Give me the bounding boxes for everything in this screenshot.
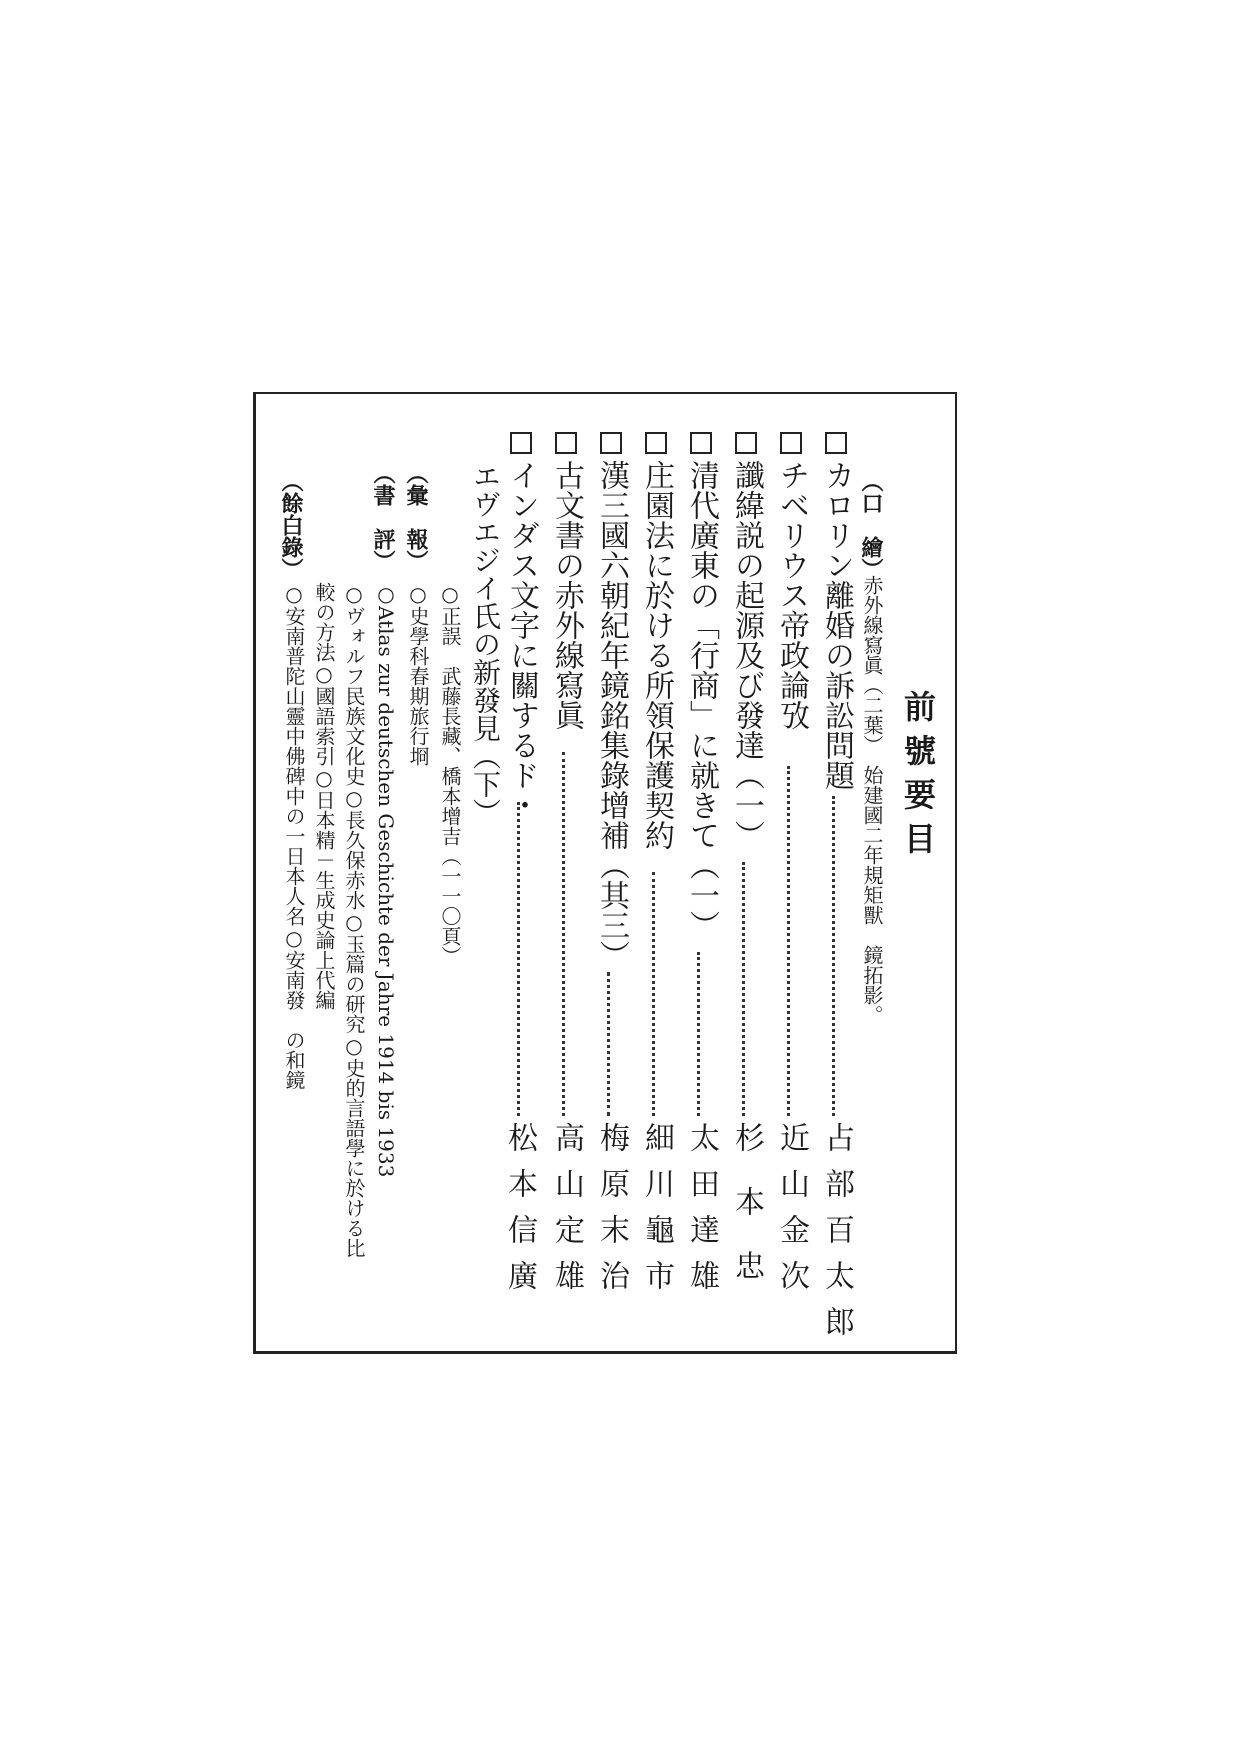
article-entry (683, 432, 719, 1332)
frontispiece-label: （口 繪） (858, 470, 884, 580)
article-author: 松本信廣 (502, 1122, 537, 1306)
article-title-text: インダス文字に關するド・ (504, 460, 539, 820)
article-title (503, 432, 539, 820)
reviews-line-2: ○ヴォルフ民族文化史○長久保赤水○玉篇の研究○史的言語學に於ける比 (342, 582, 366, 1258)
checkbox-icon (690, 432, 712, 454)
checkbox-icon (825, 432, 847, 454)
news-text: ○史學科春期旅行埛 (406, 582, 430, 766)
article-title-text: 庄園法に於ける所領保護契約 (639, 460, 674, 850)
margins-text: ○安南普陀山靈中佛碑中の一日本人名○安南發 の和鏡 (282, 582, 306, 1090)
article-title-text: 古文書の赤外線寫眞 (549, 460, 584, 730)
leader-dots (517, 802, 520, 1116)
checkbox-icon (780, 432, 802, 454)
article-title (773, 432, 809, 730)
frontispiece-text: 赤外線寫眞（二葉） 始建國二年規矩獸 鏡拓影。 (860, 575, 884, 1025)
article-author: 占部百太郎 (819, 1122, 854, 1352)
article-title-text: 漢三國六朝紀年鏡銘集錄增補（其三） (594, 460, 629, 970)
article-title-text: チベリウス帝政論攷 (774, 460, 809, 730)
article-entry (593, 432, 629, 1332)
article-title (548, 432, 584, 730)
article-title-text: 清代廣東の「行商」に就きて（一） (684, 460, 719, 940)
checkbox-icon (600, 432, 622, 454)
reviews-line-3: 較の方法○國語索引○日本精－生成史論上代編 (312, 582, 336, 1010)
article-author: 近山金次 (774, 1122, 809, 1306)
article-title (638, 432, 674, 850)
article-entry (773, 432, 809, 1332)
leader-dots (832, 796, 835, 1116)
leader-dots (742, 862, 745, 1116)
article-title (728, 432, 764, 850)
article-entry (503, 432, 539, 1332)
checkbox-icon (555, 432, 577, 454)
article-entry (638, 432, 674, 1332)
checkbox-icon (645, 432, 667, 454)
leader-dots (787, 766, 790, 1116)
leader-dots (607, 972, 610, 1116)
article-author: 杉本忠 (729, 1122, 764, 1314)
leader-dots (562, 752, 565, 1116)
article-title (683, 432, 719, 940)
article-entry (818, 432, 854, 1352)
errata-text: ○正誤 武藤長藏、橋本增吉（一一〇頁） (438, 582, 462, 966)
article-title (818, 432, 854, 790)
article-title (593, 432, 629, 970)
leader-dots (697, 952, 700, 1116)
reviews-label: （書 評） (370, 462, 396, 572)
article-author: 高山定雄 (549, 1122, 584, 1306)
news-label: （彙 報） (403, 462, 429, 572)
article-entry (728, 432, 764, 1332)
article-title-continued: エヴエジイ氏の新發見（下） (469, 462, 502, 826)
article-title-text: カロリン離婚の訴訟問題 (819, 460, 854, 790)
article-author: 細川龜市 (639, 1122, 674, 1306)
reviews-line-1: ○Atlas zur deutschen Geschichte der Jahre 1914 bis 1933 (374, 582, 398, 1178)
checkbox-icon (510, 432, 532, 454)
checkbox-icon (735, 432, 757, 454)
article-title-text: 讖緯説の起源及び發達（一） (729, 460, 764, 850)
leader-dots (652, 872, 655, 1116)
article-author: 太田達雄 (684, 1122, 719, 1306)
article-entry (548, 432, 584, 1332)
page-title: 前號要目 (899, 690, 937, 866)
article-author: 梅原末治 (594, 1122, 629, 1306)
margins-label: （餘白錄） (278, 470, 304, 580)
